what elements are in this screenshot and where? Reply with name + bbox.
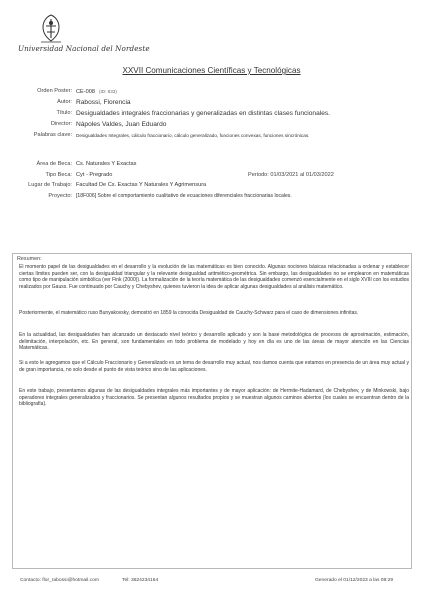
lugar-row (0, 181, 423, 191)
autor-row (0, 98, 423, 108)
proyecto-value: [18F006] Sobre el comportamiento cualitativo de ecuaciones diferenciales fraccionarias locales. (76, 193, 292, 199)
palabras-row (0, 131, 423, 141)
area-value: Cs. Naturales Y Exactas (76, 161, 137, 167)
lugar-value: Facultad De Cs. Exactas Y Naturales Y Agrimensura (76, 182, 207, 188)
university-crest-icon (38, 14, 64, 44)
abstract-paragraph-3: En la actualidad, las desigualdades han alcanzado un destacado nivel teórico y desarrollo aplicado y son la base metodológica de procesos de aproximación, estimación, delimitación, interpolación, etc. En general, son fundamentales en todo problema de modelado y hoy en día es uno de las áreas de mayor atención en las Ciencias Matemáticas. (19, 332, 409, 352)
abstract-box (12, 253, 412, 569)
director-row (0, 120, 423, 130)
tipo-row (0, 171, 423, 181)
palabras-label: Palabras clave: (33, 132, 72, 138)
abstract-paragraph-2: Posteriormente, el matemático ruso Bunyakovsky, demostró en 1859 la conocida Desigualdad de Cauchy-Schwarz para el caso de dimensiones infinitas. (19, 310, 359, 316)
proyecto-label: Proyecto: (48, 193, 72, 199)
director-label: Director: (50, 121, 72, 127)
titulo-row (0, 109, 423, 119)
autor-value: Rabossi, Florencia (76, 99, 131, 106)
footer-phone: Tel: 3624234164 (122, 578, 159, 583)
abstract-heading: Resumen: (17, 256, 42, 262)
director-value: Nápoles Valdes, Juan Eduardo (76, 121, 167, 128)
footer-contact: Contacto: flor_rabossi@hotmail.com (20, 578, 99, 583)
orden-row (0, 87, 423, 97)
footer-generated: Generado el 01/12/2023 a las 08:29 (315, 578, 394, 583)
lugar-label: Lugar de Trabajo: (28, 182, 72, 188)
university-name: Universidad Nacional del Nordeste (18, 44, 150, 53)
page-title: XXVII Comunicaciones Científicas y Tecnológicas (122, 66, 301, 75)
area-label: Área de Beca: (36, 161, 72, 167)
palabras-value: Desigualdades Integrales, cálculo fraccionario, cálculo generalizado, funciones convexas, funciones sincrónicas. (76, 133, 310, 138)
orden-value: CE-008 (76, 89, 95, 95)
area-row (0, 160, 423, 170)
tipo-label: Tipo Beca: (45, 172, 72, 178)
abstract-paragraph-5: En este trabajo, presentamos algunas de las desigualdades integrales más importantes y de mayor aplicación: de Hermite-Hadamard, de Chebyshev, y de Minkowski, bajo operadores integrales generalizados y fraccionarios. Se presentan algunos resultados propios y se muestran algunos caminos abiertos (los cuales se encuentran dentro de la bibliografía). (19, 388, 409, 408)
proyecto-row (0, 192, 423, 202)
abstract-paragraph-1: El momento papel de las desigualdades en el desarrollo y la evolución de las matemáticas es bien conocido. Algunas nociones básicas relacionadas a ordenar y establecer ciertas límites pueden ser, con la desigualdad triangular y la relevante desigualdad aritmético-geométrica. Sin embargo, las desigualdades no se emplearon en matemáticas como tipo de manipulación simbólica (ver Fink (2000)). La formalización de la teoría matemática de las desigualdades comenzó esencialmente en el siglo XVIII con los estudios realizados por Gauss. Fue continuado por Cauchy y Chebyshev, quienes tuvieron la idea de aplicar algunas desigualdades al análisis matemático. (19, 264, 409, 290)
orden-label: Orden Poster: (37, 88, 72, 94)
titulo-label: Título: (56, 110, 72, 116)
orden-id: (ID: 833) (98, 89, 117, 94)
titulo-value: Desigualdades integrales fraccionarias y generalizadas en distintas clases funcionales. (76, 110, 331, 117)
autor-label: Autor: (57, 99, 72, 105)
periodo-label: Periodo: (248, 172, 269, 178)
periodo-value: 01/03/2021 al 01/03/2022 (270, 172, 334, 178)
tipo-value: Cyt - Pregrado (76, 172, 113, 178)
abstract-paragraph-4: Si a esto le agregamos que el Cálculo Fraccionario y Generalizado es un tema de desarrollo muy actual, nos damos cuenta que estamos en presencia de un área muy actual y de gran importancia, no solo desde el punto de vista teórico sino de las aplicaciones. (19, 360, 409, 373)
